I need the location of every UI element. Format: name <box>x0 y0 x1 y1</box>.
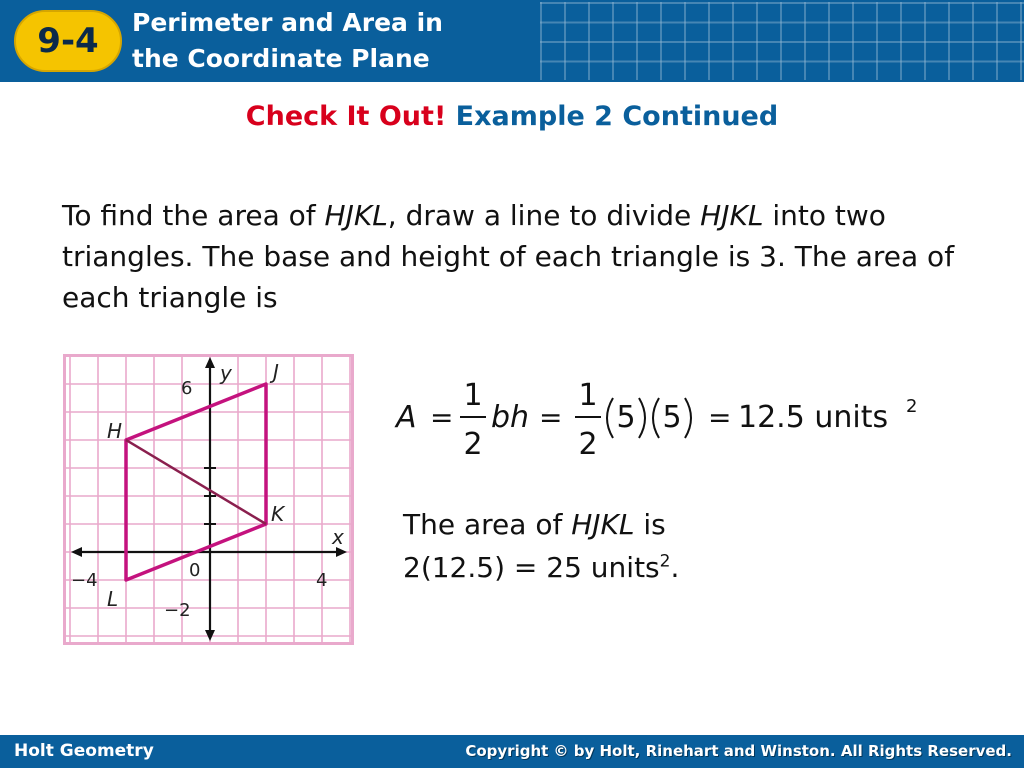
formula-equals-2: = <box>539 401 563 434</box>
vertex-label-k: K <box>271 502 285 526</box>
conclusion-line-2 <box>403 546 823 589</box>
x-axis-label: x <box>332 525 344 549</box>
body-text-3: into two triangles. The base and height of each triangle is 3. The area of each triangle is <box>62 199 955 314</box>
formula-height-value: 5 <box>662 400 682 435</box>
formula-paren-close-1 <box>639 398 645 438</box>
lesson-number: 9-4 <box>37 21 99 61</box>
conclusion-text-1: The area of <box>403 508 572 541</box>
lesson-title-line1: Perimeter and Area in <box>132 8 443 37</box>
conclusion-text-2: is <box>634 508 666 541</box>
formula-fraction-1-numerator: 1 <box>463 378 483 413</box>
formula-bh: bh <box>491 400 530 435</box>
formula-paren-open-1 <box>607 398 613 438</box>
body-figure-name-2: HJKL <box>700 199 764 232</box>
coordinate-graph <box>63 354 354 645</box>
body-text-2: , draw a line to divide <box>387 199 701 232</box>
conclusion-line-1 <box>403 503 823 546</box>
formula-paren-close-2 <box>685 398 691 438</box>
lesson-badge <box>14 10 122 72</box>
vertex-label-l: L <box>107 587 119 611</box>
vertex-label-h: H <box>107 419 123 443</box>
x-tick-label-neg4: −4 <box>71 570 98 591</box>
footer-bar <box>0 735 1024 768</box>
example-label: Example 2 Continued <box>455 101 779 132</box>
origin-label: 0 <box>189 560 201 581</box>
formula-fraction-2-numerator: 1 <box>578 378 598 413</box>
conclusion-exponent: 2 <box>659 551 671 572</box>
conclusion-text <box>403 503 823 589</box>
body-text-1: To find the area of <box>62 199 325 232</box>
lesson-title-line2: the Coordinate Plane <box>132 44 430 73</box>
formula-fraction-1-denominator: 2 <box>463 427 483 462</box>
conclusion-figure-name: HJKL <box>571 508 635 541</box>
lesson-title <box>132 5 443 77</box>
formula-result-exponent: 2 <box>906 396 918 417</box>
y-axis-label: y <box>220 361 232 385</box>
formula-equals-1: = <box>430 401 454 434</box>
body-paragraph <box>62 195 962 318</box>
formula-base-value: 5 <box>616 400 636 435</box>
header-grid-pattern <box>540 2 1024 80</box>
check-it-out-label: Check It Out! <box>245 101 447 132</box>
conclusion-period: . <box>670 551 680 584</box>
y-tick-label-neg2: −2 <box>164 600 191 621</box>
footer-copyright: Copyright © by Holt, Rinehart and Winston. All Rights Reserved. <box>465 742 1012 760</box>
conclusion-total: 2(12.5) = 25 units <box>403 551 660 584</box>
y-tick-label-6: 6 <box>181 378 193 399</box>
formula-result: 12.5 units <box>738 400 889 435</box>
formula-paren-open-2 <box>653 398 659 438</box>
formula-fraction-2-denominator: 2 <box>578 427 598 462</box>
header-bar <box>0 0 1024 82</box>
x-tick-label-4: 4 <box>316 570 328 591</box>
formula-equals-3: = <box>708 401 732 434</box>
area-formula <box>392 374 932 464</box>
slide-subtitle <box>0 101 1024 132</box>
footer-book-title: Holt Geometry <box>14 741 154 761</box>
vertex-label-j: J <box>273 360 279 384</box>
body-figure-name-1: HJKL <box>324 199 388 232</box>
formula-area-symbol: A <box>396 400 417 435</box>
